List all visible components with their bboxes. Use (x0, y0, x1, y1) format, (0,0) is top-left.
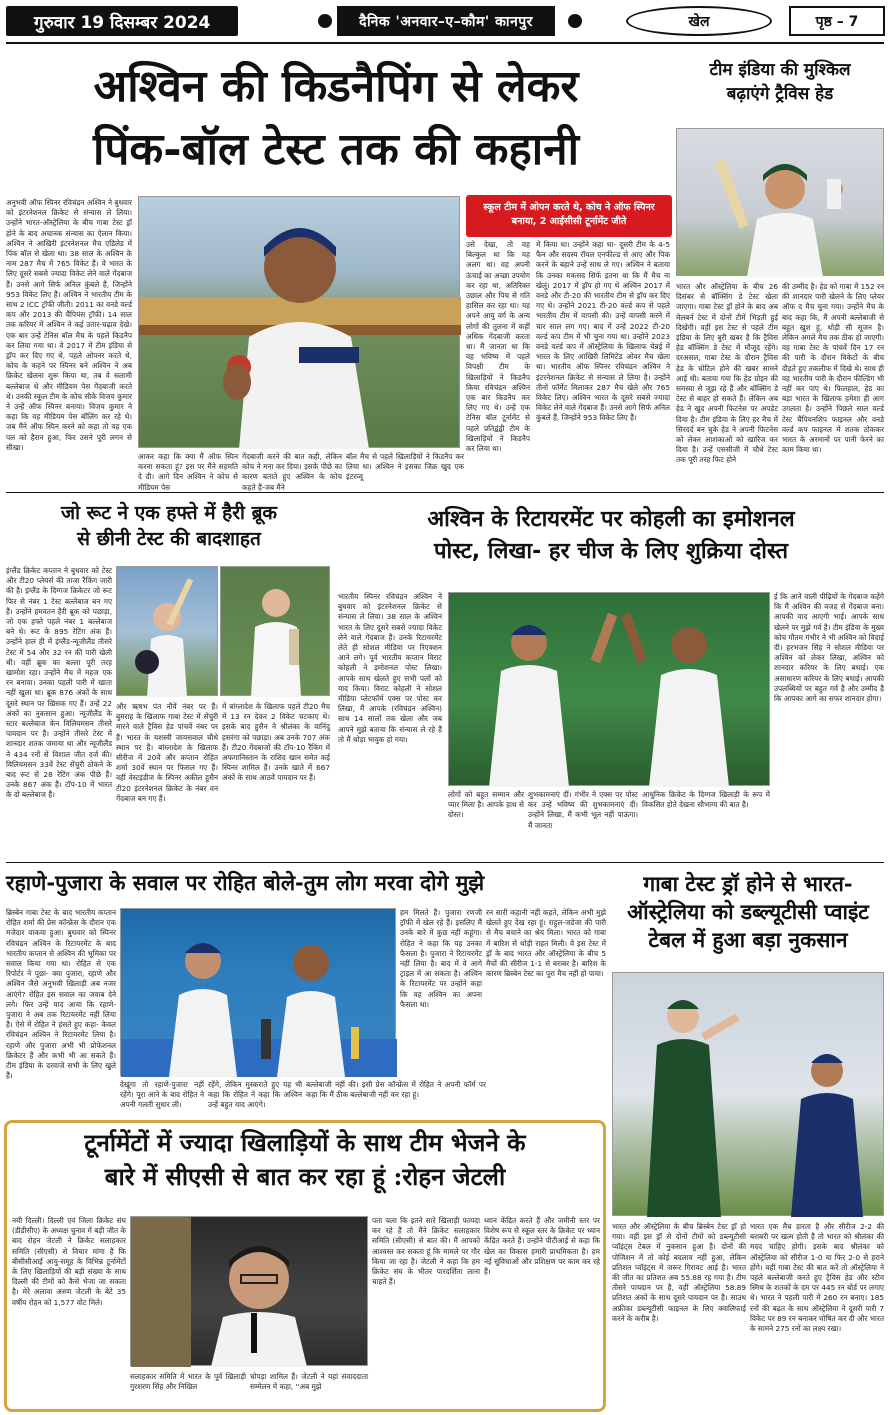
page-header (0, 0, 890, 46)
date-banner: गुरुवार 19 दिसम्बर 2024 (6, 6, 238, 36)
head-headline-1: टीम इंडिया की मुश्किल (709, 60, 851, 80)
rohit-col-2: हम मिलते हैं। पुजारा रणजी ट्रॉफी में खेल रहे हैं। इसलिए मैं उनके बारे में कुछ नहीं कहूंगा। रोहित ने कहा कि यह उनका फैसला है। पुजारा ने रिटायरमेंट नहीं लिया है। बाद में वे आगे ट्राइल में आ सकता है। अश्विन के रिटायरमेंट पर उन्होंने कहा कि वह अश्विन का अपना फैसला था। (400, 908, 482, 1009)
kohli-col-4: आधुनिक क्रिकेट के दिग्गज खिलाड़ी के रूप में विकसित होते देखना सौभाग्य की बात है। (642, 790, 770, 810)
ashwin-headline-1: अश्विन की किडनैपिंग से लेकर (93, 61, 579, 112)
gaba-headline-2: ऑस्ट्रेलिया को डब्ल्यूटीसी प्वाइंट (627, 899, 869, 924)
travis-head-photo (676, 128, 884, 276)
rohan-jaitley-photo (130, 1216, 368, 1366)
ashwin-col-3: में किया था। उन्होंने कहा था- दूसरी टीम के 4-5 फैन और सदस्य रॉयल एनफील्ड से आए और पिक करने के बहाने उन्हें साथ ले गए। अश्विन ने बताया कि उनका मकसद सिर्फ इतना था कि मैं मैच ना खेलूं। 2017 में ड्रॉप हो गए थे अश्विन 2017 में वनडे और टी-20 की भारतीय टीम से ड्रॉप कर दिए गए थे। उन्होंने 2021 टी-20 वर्ल्ड कप से पहले भारतीय टीम में वापसी की। उन्हें वापसी करने में चार साल लग गए। बाद में उन्हें 2022 टी-20 वर्ल्ड कप टीम में भी चुना गया था। उन्होंने 2023 वनडे वर्ल्ड कप में ऑस्ट्रेलिया के खिलाफ चेन्नई में भारत के लिए आखिरी लिमिटेड ओवर मैच खेला था। भारतीय ऑफ स्पिनर रविचंद्रन अश्विन ने इंटरनेशनल क्रिकेट से संन्यास ले लिया है। उन्होंने तीनों फॉर्मेट मिलाकर 287 मैच खेले और 765 विकेट लिए। अश्विन भारत के दूसरे सबसे ज्यादा विकेट लेने वाले गेंदबाज हैं। उनसे आगे सिर्फ अनिल कुंबले हैं, जिन्होंने 953 विकेट लिए हैं। (536, 240, 670, 423)
head-col-1: भारत और ऑस्ट्रेलिया के बीच 26 दिसंबर से बॉक्सिंग डे टेस्ट खेला जाएगा। गाबा टेस्ट ड्रॉ होने के बाद अब मेलबर्न टेस्ट में दोनों टीमें भिड़ती हुई दिखेंगी। वहीं इस टेस्ट से पहले टीम इंडिया के लिए बुरी खबर है कि ट्रैविस हेड बॉक्सिंग डे टेस्ट में मौजूद रहेंगे। दरअसल, गाबा टेस्ट के दौरान ट्रैविस हेड के चोटिल होने की खबर सामने आई थी। बताया गया कि हेड ग्रोइन की समस्या से जूझ रहे हैं और बॉक्सिंग डे टेस्ट से बाहर हो सकते हैं। लेकिन अब हेड ने खुद अपनी फिटनेस पर अपडेट दिया है। टीम इंडिया के लिए हर मैच में सिरदर्द बन चुके हेड ने अपनी फिटनेस को लेकर आशंकाओं को खारिज कर दिया है। उन्हें एससीजी में चौथे टेस्ट तक पूरी तरह फिट होने (676, 282, 778, 465)
jaitley-headline-1: टूर्नामेंटों में ज्यादा खिलाड़ियों के साथ टीम भेजने के (84, 1128, 526, 1157)
rohit-bottom-3: बल्लेबाजी नहीं की। इसी प्रेस कॉन्फ्रेंस में रोहित ने अपनी फॉर्म पर कहा कि मैं ठीक बल्लेबाजी नहीं कर रहा हूं। (306, 1080, 486, 1100)
kohli-col-2: लोगों को बहुत सम्मान और प्यार मिला है। आपके हाथ से दोस्त। (448, 790, 524, 820)
root-headline-1: जो रूट ने एक हफ्ते में हैरी ब्रूक (60, 502, 278, 524)
gaba-headline-3: टेबल में हुआ बड़ा नुकसान (648, 927, 848, 952)
ashwin-highlight-banner: स्कूल टीम में ओपन करते थे, कोच ने ऑफ स्पिनर बनाया, 2 आईसीसी टूर्नामेंट जीते (466, 195, 672, 237)
page-number: पृष्ठ – 7 (789, 6, 885, 36)
jaitley-headline-2: बारे में सीएसी से बात कर रहा हूं :रोहन जेटली (104, 1162, 506, 1191)
ashwin-bottom-3: बॉल मैच से पहले खिलाड़ियों ने किडनैप कर लिया था। अश्विन ने इसका जिक्र खुद एक इंटरव्यू (346, 452, 464, 482)
harry-brook-photo (220, 566, 330, 696)
root-headline-2: से छीनी टेस्ट की बादशाहत (77, 528, 261, 550)
root-col-1: इंग्लैंड क्रिकेट कप्तान ने बुधवार को टेस्ट और टी20 प्लेयर्स की ताजा रैंकिंग जारी की है। इंग्लैंड के दिग्गज क्रिकेटर जो रूट फिर से नंबर 1 टेस्ट बल्लेबाज बन गए हैं। उन्होंने हमवतन हैरी ब्रूक को पछाड़ा, जो एक हफ्ते पहले नंबर 1 बल्लेबाज बने थे। रूट के 895 रेटिंग अंक हैं। उन्होंने हाल ही में इंग्लैंड-न्यूजीलैंड तीसरे टेस्ट में 54 और 32 रन की पारी खेली थी। वहीं ब्रूक का बल्ला पूरी तरह खामोश रहा। उन्होंने मैच में महज एक रन बनाया। उनका पहली पारी में खाता नहीं खुला था। ब्रूक 876 अंकों के साथ दूसरे स्थान पर खिसक गए हैं। उन्हें 22 अंकों का नुकसान हुआ। न्यूजीलैंड के स्टार बल्लेबाज केन विलियमसन तीसरे पायदान पर हैं। उन्होंने तीसरे टेस्ट में शानदार शतक जमाया था और न्यूजीलैंड ने 434 रनों से विशाल जीत दर्ज की। विलियमसन 33वें टेस्ट सेंचुरी ठोकने के बाद रूट से 28 रेटिंग अंक पीछे हैं। उनके 867 अंक हैं। टॉप-10 में भारत के दो बल्लेबाज हैं। (6, 566, 112, 800)
gaba-headline-1: गाबा टेस्ट ड्रॉ होने से भारत- (643, 871, 853, 896)
rohit-col-1: ब्रिस्बेन गाबा टेस्ट के बाद भारतीय कप्तान रोहित शर्मा की प्रेस कॉन्फ्रेंस के दौरान एक मजेदार वाकया हुआ। बुधवार को स्पिनर रविचंद्रन अश्विन के रिटायरमेंट के बाद भारतीय कप्तान से अश्विन की भूमिका पर सवाल किया गया था। रोहित से एक रिपोर्टर ने पूछा- क्या पुजारा, रहाणे और अश्विन जैसे अनुभवी खिलाड़ी अब नजर आएंगे? रोहित इस सवाल का जवाब देने लगे। फिर उन्हें याद आया कि रहाणे-पुजारा ने अब तक रिटायरमेंट नहीं लिया है। ऐसे में रोहित ने हंसते हुए कहा- केवल रविचंद्रन अश्विन ने रिटायरमेंट लिया है। रहाणे और पुजारा अभी भी प्रोफेशनल क्रिकेटर हैं और कभी भी आ सकते हैं। टीम इंडिया के दरवाजे सभी के लिए खुले हैं। (6, 908, 116, 1081)
joe-root-photo (116, 566, 218, 696)
bullet-icon (318, 14, 332, 28)
jaitley-bottom-2: चोपड़ा शामिल हैं। जेटली ने यहां संवाददाता सम्मेलन में कहा, ''अब मुझे (250, 1372, 368, 1392)
rohit-bottom-1: देखूंगा तो रहाणे-पुजारा नहीं रहेंगे। पूरा आने के बाद रोहित ने अपनी गलती सुधार ली। (120, 1080, 204, 1110)
rohit-headline: रहाणे-पुजारा के सवाल पर रोहित बोले-तुम लोग मरवा दोगे मुझे (6, 871, 485, 895)
rohit-press-conference-photo (120, 908, 396, 1076)
head-headline-2: बढ़ाएंगे ट्रैविस हेड (726, 84, 834, 104)
gaba-col-2: भारत एक मैच हारता है और सीरीज 2-2 की बराबरी पर खत्म होती है तो भारत को श्रीलंका की मदद चाहिए होगी। इसके बाद श्रीलंका को ऑस्ट्रेलिया को सीरीज 1-0 या फिर 2-0 से हराने होंगे। वहीं गाबा टेस्ट की बात करें तो ऑस्ट्रेलिया ने पहले बल्लेबाजी करते हुए ट्रैविस हेड और स्टीव स्मिथ के शतकों के दम पर 445 रन बोर्ड पर लगाए थे। भारत ने पहली पारी में 260 रन बनाए। 185 रनों की बढ़त के साथ ऑस्ट्रेलिया ने दूसरी पारी 7 विकेट पर 89 रन बनाकर घोषित कर दी और भारत के सामने 275 रनों का लक्ष्य रखा। (750, 1222, 884, 1334)
kohli-col-5: ई कि आने वाली पीढ़ियों के गेंदबाज कहेंगे कि मैं अश्विन की वजह से गेंदबाज बना। आपकी याद आएगी भाई। आपके साथ खेलने पर मुझे गर्व है। टीम इंडिया के मुख्य कोच गौतम गंभीर ने भी अश्विन को विदाई दी। हरभजन सिंह ने सोशल मीडिया पर अश्विन को लेकर लिखा, अश्विन को शानदार करियर के लिए बधाई। एक असाधारण करियर के लिए बधाई। आपकी उपलब्धियों पर बहुत गर्व है और उम्मीद है कि आपका आगे का सफर शानदार होगा। (774, 592, 884, 704)
root-col-3: में बांग्लादेश के खिलाफ पहले टी20 मैच में 13 रन देकर 2 विकेट चटकाए थे। इसके बाद हुसैन ने श्रीलंका के वानिंदु हसरंगा को पछाड़ा। अब उनके 707 अंक हैं। टी20 गेंदबाजों की टॉप-10 रैंकिंग में अफगानिस्तान के राशिद खान समेत कई स्पिनर शामिल हैं। उनके खाते में 667 अंकों के साथ आठवें पायदान पर हैं। (222, 702, 330, 783)
divider (6, 862, 884, 863)
rohit-bottom-2: रहेंगे, लेकिन मुस्कराते हुए यह भी कहा कि रोहित ने कहा कि अश्विन उन्हें बहुत याद आएंगे। (208, 1080, 302, 1110)
ashwin-bottom-1: आकर कहा कि क्या मैं ऑफ स्पिन करना सकता हूं? इस पर मैंने सहमति दे दी। आगे दिन अश्विन ने कोच से मीडियम पेस (138, 452, 238, 492)
kohli-col-1: भारतीय स्पिनर रविचंद्रन अश्विन ने बुधवार को इंटरनेशनल क्रिकेट से संन्यास ले लिया। 38 साल के अश्विन भारत के लिए दूसरे सबसे ज्यादा विकेट लेने वाले गेंदबाज हैं। उनके रिटायरमेंट लेते ही सोशल मीडिया पर रिएक्शन आने लगे। पूर्व भारतीय कप्तान विराट कोहली ने इमोशनल पोस्ट लिखा। आपके साथ खेलते हुए सभी पलों को याद किया। विराट कोहली ने सोशल मीडिया प्लेटफॉर्म एक्स पर पोस्ट कर लिखा, मैं आपके (रविचंद्रन अश्विन) साथ 14 सालों तक खेला और जब आपने मुझे बताया कि संन्यास ले रहे हैं तो मैं थोड़ा भावुक हो गया। (338, 592, 442, 744)
head-col-2: की उम्मीद है। हेड को गाबा में 152 रन की शानदार पारी खेलने के लिए प्लेयर ऑफ द मैच चुना गया। उन्होंने मैच के बाद कहा कि, मैं अपनी बल्लेबाजी से बहुत खुश हूं, थोड़ी सी सूजन है। लेकिन अगले मैच तक ठीक हो जाएगी। वह गाबा टेस्ट के पांचवें दिन 17 रन की पारी के दौरान विकेटों के बीच दौड़ते हुए तकलीफ में दिखे थे। साथ ही वह भारतीय पारी के दौरान फील्डिंग भी नहीं कर पाए थे। फिलहाल, हेड का बड़ा भारत के खिलाफ हमेशा ही आग उगलता है। उन्होंने पिछले साल वर्ल्ड टेस्ट चैंपियनशिप फाइनल और वनडे वर्ल्ड कप फाइनल में शतक ठोककर भारत के अरमानों पर पानी फेरने का काम किया था। (782, 282, 884, 455)
rohit-col-3: रन सारी कहानी नहीं कहते, लेकिन अभी मुझे खेलते हुए देख रहा हूं। राहुल-जडेजा की पारी से मैच बचाने का श्रेय मिला। भारत को गाबा में बारिश से थोड़ी राहत मिली। वे इस टेस्ट में ड्रॉ के बाद भारत और ऑस्ट्रेलिया के बीच 5 मैचों की सीरीज 1-1 से बराबर है। बारिश के कारण ब्रिस्बेन टेस्ट का पूरा मैच नहीं हो पाया। (486, 908, 606, 979)
root-col-2: और ऋषभ पंत नौवें नंबर पर हैं। बुमराह के खिलाफ गाबा टेस्ट में सेंचुरी मारने वाले ट्रैविस हेड पांचवें नंबर पर हैं। भारत के यशस्वी जायसवाल चौथे स्थान पर हैं। बांग्लादेश के खिलाफ सीरीज में 20वें और कप्तान रोहित शर्मा 30वें स्थान पर फिसल गए हैं। वहीं वेस्टइंडीज के स्पिनर अकील हुसैन टी20 इंटरनेशनल क्रिकेट के नंबर वन गेंदबाज बन गए हैं। (116, 702, 218, 803)
kohli-col-3: शुभकामनाएं दीं। गंभीर ने एक्स पर पोस्ट कर उन्हें भविष्य की शुभकामनाएं दीं। उन्होंने लिखा, मैं कभी भूल नहीं पाऊंगा। मैं जानता (528, 790, 638, 830)
ashwin-headline-2: पिंक-बॉल टेस्ट तक की कहानी (93, 124, 579, 175)
header-rule (6, 42, 884, 44)
jaitley-col-1: नयी दिल्ली। दिल्ली एवं जिला क्रिकेट संघ (डीडीसीए) के अध्यक्ष चुनाव में बड़ी जीत के बाद रोहन जेटली ने क्रिकेट सलाहकार समिति (सीएसी) से विचार मांगा है कि बीसीसीआई आयु-समूह के विभिन्न टूर्नामेंटों के लिए खिलाड़ियों की बड़ी संख्या के साथ दिल्ली की टीमों को कैसे भेजा जा सकता है। मेरे अलावा अरुण जेटली के बेटे 35 वर्षीय रोहन को 1,577 वोट मिले। (12, 1216, 126, 1307)
section-label: खेल (626, 6, 772, 36)
gaba-captains-photo (612, 972, 884, 1216)
jaitley-bottom-1: सलाहकार समिति में भारत के पूर्व खिलाड़ी गुरशरण सिंह और निखिल (130, 1372, 246, 1392)
ashwin-photo (138, 196, 460, 448)
jaitley-col-3: ध्यान केंद्रित करते हैं और जमीनी स्तर पर विशेष रूप से स्कूल स्तर के क्रिकेट पर ध्यान केंद्रित करते हैं। उन्होंने पीटीआई से कहा कि खेल का विकास हमारी प्राथमिकता है। हम नई सुविधाओं और प्रशिक्षण पर काम कर रहे हैं। (484, 1216, 600, 1277)
kohli-headline-1: अश्विन के रिटायरमेंट पर कोहली का इमोशनल (427, 507, 795, 532)
ashwin-bottom-2: गेंदबाजी करने की बात कही, लेकिन कोच ने मना कर दिया। इसके पीछे का कारण बताते हुए अश्विन के कोच कहते हैं-जब मैंने (242, 452, 342, 492)
bullet-icon (568, 14, 582, 28)
kohli-ashwin-photo (448, 592, 770, 786)
gaba-col-1: भारत और ऑस्ट्रेलिया के बीच ब्रिस्बेन टेस्ट ड्रॉ हो गया। वहीं इस ड्रॉ से दोनों टीमों को डब्ल्यूटीसी प्वॉइंट्स टेबल में नुकसान हुआ है। दोनों की पोजिशन में तो कोई बदलाव नहीं हुआ, लेकिन प्रतिशत प्वॉइंट्स में जरूर गिरावट आई है। भारत की जीत का प्रतिशत अब 55.88 रह गया है। टीम तीसरे पायदान पर है, वहीं ऑस्ट्रेलिया 58.89 प्रतिशत अंकों के साथ दूसरे पायदान पर है। साउथ अफ्रीका डब्ल्यूटीसी फाइनल के लिए क्वालिफाई करने के करीब है। (612, 1222, 746, 1323)
divider (6, 492, 884, 493)
newspaper-name: दैनिक 'अनवार–ए–कौम' कानपुर (337, 6, 555, 36)
ashwin-col-2: उसे देखा, तो वह बिल्कुल था कि यह अलग था। वह अपनी ऊंचाई का अच्छा उपयोग कर रहा था, अतिरिक्त उछाल और पिच से गति हासिल कर रहा था। यह अपने आयु वर्ग के अन्य लोगों की तुलना में कहीं अधिक गेंदबाजी करता था। मैं जानता था कि वह भविष्य में पहले विपक्षी टीम के खिलाड़ियों ने किडनैप किया रविचंद्रन अश्विन एक बार किडनैप कर लिए गए थे। उन्हें एक टेनिस बॉल टूर्नामेंट से पहले प्रतिद्वंद्वी टीम के खिलाड़ियों ने किडनैप कर लिया था। (466, 240, 530, 454)
jaitley-col-2: पता चला कि इतने सारे खिलाड़ी फायदा कर रहे हैं तो मैंने क्रिकेट सलाहकार समिति (सीएसी) से बात की। मैं आपको आश्वस्त कर सकता हूं कि मामले पर गौर किया जा रहा है। जेटली ने कहा कि हम क्रिकेट संघ के भीतर पारदर्शिता लाना चाहते हैं। (372, 1216, 480, 1287)
kohli-headline-2: पोस्ट, लिखा- हर चीज के लिए शुक्रिया दोस्त (433, 539, 789, 564)
ashwin-col-1: अनुभवी ऑफ स्पिनर रविचंद्रन अश्विन ने बुधवार को इंटरनेशनल क्रिकेट से संन्यास ले लिया। उन्होंने भारत-ऑस्ट्रेलिया के बीच गाबा टेस्ट ड्रॉ होने के बाद अचानक संन्यास का ऐलान किया। अश्विन ने आखिरी इंटरनेशनल मैच एडिलेड में पिंक बॉल से खेला था। 38 साल के अश्विन के नाम 287 मैच में 765 विकेट हैं। वे भारत के लिए दूसरे सबसे ज्यादा विकेट लेने वाले गेंदबाज हैं। उनसे आगे सिर्फ अनिल कुंबले हैं, जिन्होंने 953 विकेट लिए हैं। अश्विन ने भारतीय टीम के साथ 2 ICC ट्रॉफी जीती। 2011 का वनडे वर्ल्ड कप और 2013 की चैंपियंस ट्रॉफी। 14 साल तक करियर में अश्विन ने कई उतार-चढ़ाव देखे। एक बार उन्हें टेनिस बॉल मैच के पहले किडनैप कर लिया गया था। वे 2017 में टीम इंडिया से ड्रॉप कर दिए गए थे, पहले ओपनर करते थे, कोच के कहने पर स्पिनर बने अश्विन ने अब क्रिकेट खेलना शुरू किया था, तब वे सलामी बल्लेबाज थे और मीडियम पेस गेंदबाजी करते थे। उनकी स्कूल टीम के कोच सीके विजय कुमार ने उन्हें ऑफ स्पिनर बनाया। विजय कुमार ने कहा कि वह मीडियम पेस बॉलिंग कर रहे थे। जब मैंने ऑफ स्पिन करने को कहा तो वह एक पल को हैरान हुआ, फिर उसने पूरी लगन से सीखा। (6, 198, 132, 452)
